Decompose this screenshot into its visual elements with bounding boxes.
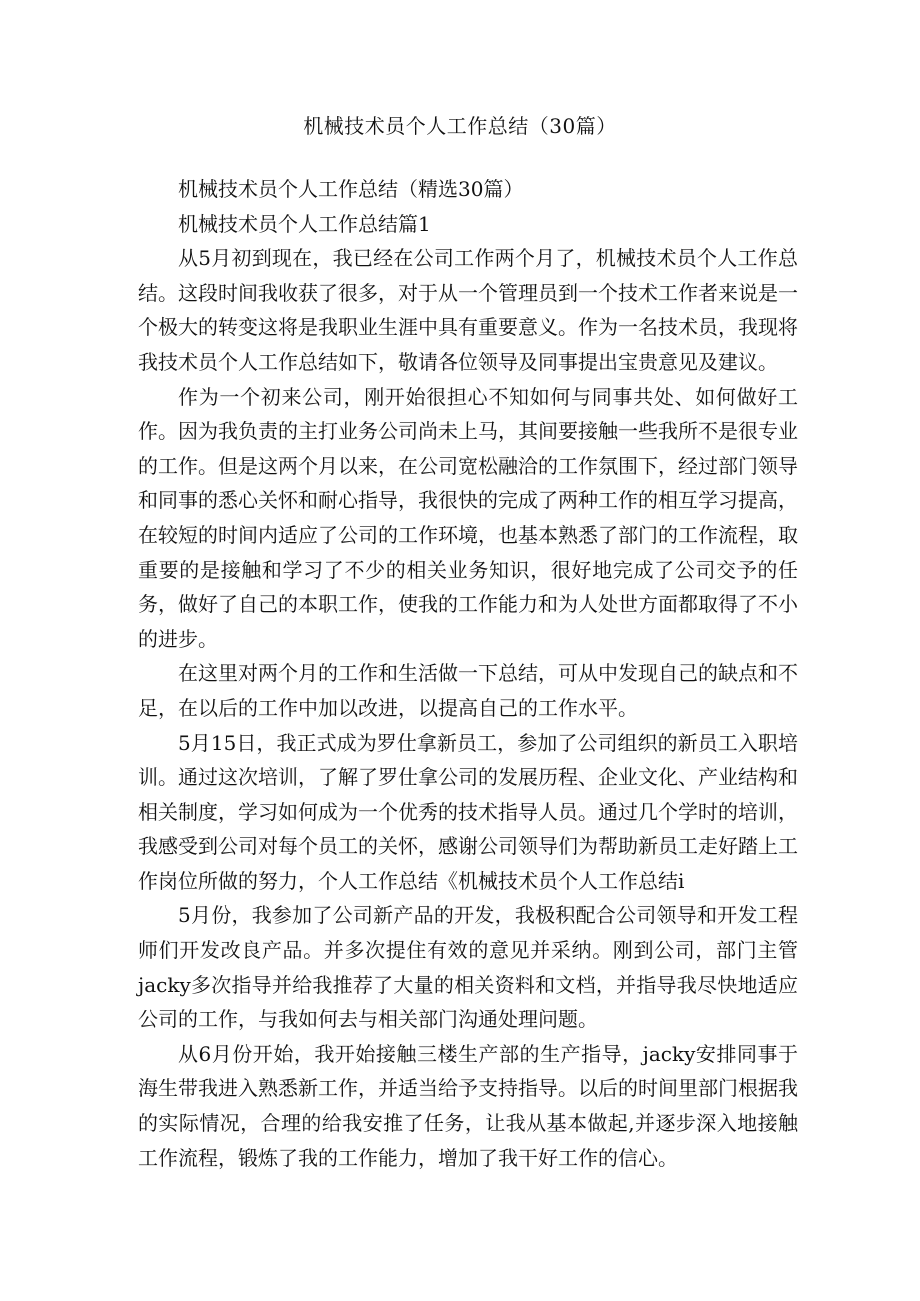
paragraph-subtitle: 机械技术员个人工作总结（精选30篇） [178,177,524,201]
document-title: 机械技术员个人工作总结（30篇） [303,114,617,138]
paragraph: 从5月初到现在，我已经在公司工作两个月了，机械技术员个人工作总结。这段时间我收获了很多，对于从一个管理员到一个技术工作者来说是一个极大的转变这将是我职业生涯中具有重要意义。作为一名技术员，我现将我技术员个人工作总结如下，敬请各位领导及同事提出宝贵意见及建议。 [138,246,798,374]
document-body [138,172,798,1175]
paragraph: 在这里对两个月的工作和生活做一下总结，可从中发现自己的缺点和不足，在以后的工作中加以改进，以提高自己的工作水平。 [138,661,798,720]
paragraph: 5月份，我参加了公司新产品的开发，我极积配合公司领导和开发工程师们开发改良产品。并多次提住有效的意见并采纳。刚到公司，部门主管jacky多次指导并给我推荐了大量的相关资料和文档，并指导我尽快地适应公司的工作，与我如何去与相关部门沟通处理问题。 [138,903,798,1032]
paragraph: 作为一个初来公司，刚开始很担心不知如何与同事共处、如何做好工作。因为我负责的主打业务公司尚未上马，其间要接触一些我所不是很专业的工作。但是这两个月以来，在公司宽松融洽的工作氛围下，经过部门领导和同事的悉心关怀和耐心指导，我很快的完成了两种工作的相互学习提高，在较短的时间内适应了公司的工作环境，也基本熟悉了部门的工作流程，取重要的是接触和学习了不少的相关业务知识，很好地完成了公司交予的任务，做好了自己的本职工作，使我的工作能力和为人处世方面都取得了不小的进步。 [138,384,798,651]
paragraph-section-heading: 机械技术员个人工作总结篇1 [178,211,431,236]
paragraph: 5月15日，我正式成为罗仕拿新员工，参加了公司组织的新员工入职培训。通过这次培训，了解了罗仕拿公司的发展历程、企业文化、产业结构和相关制度，学习如何成为一个优秀的技术指导人员。通过几个学时的培训，我感受到公司对每个员工的关怀，感谢公司领导们为帮助新员工走好踏上工作岗位所做的努力，个人工作总结《机械技术员个人工作总结i [138,730,798,893]
paragraph: 从6月份开始，我开始接触三楼生产部的生产指导，jacky安排同事于海生带我进入熟悉新工作，并适当给予支持指导。以后的时间里部门根据我的实际情况，合理的给我安推了任务，让我从基本做起,并逐步深入地接触工作流程，锻炼了我的工作能力，增加了我干好工作的信心。 [138,1041,798,1170]
